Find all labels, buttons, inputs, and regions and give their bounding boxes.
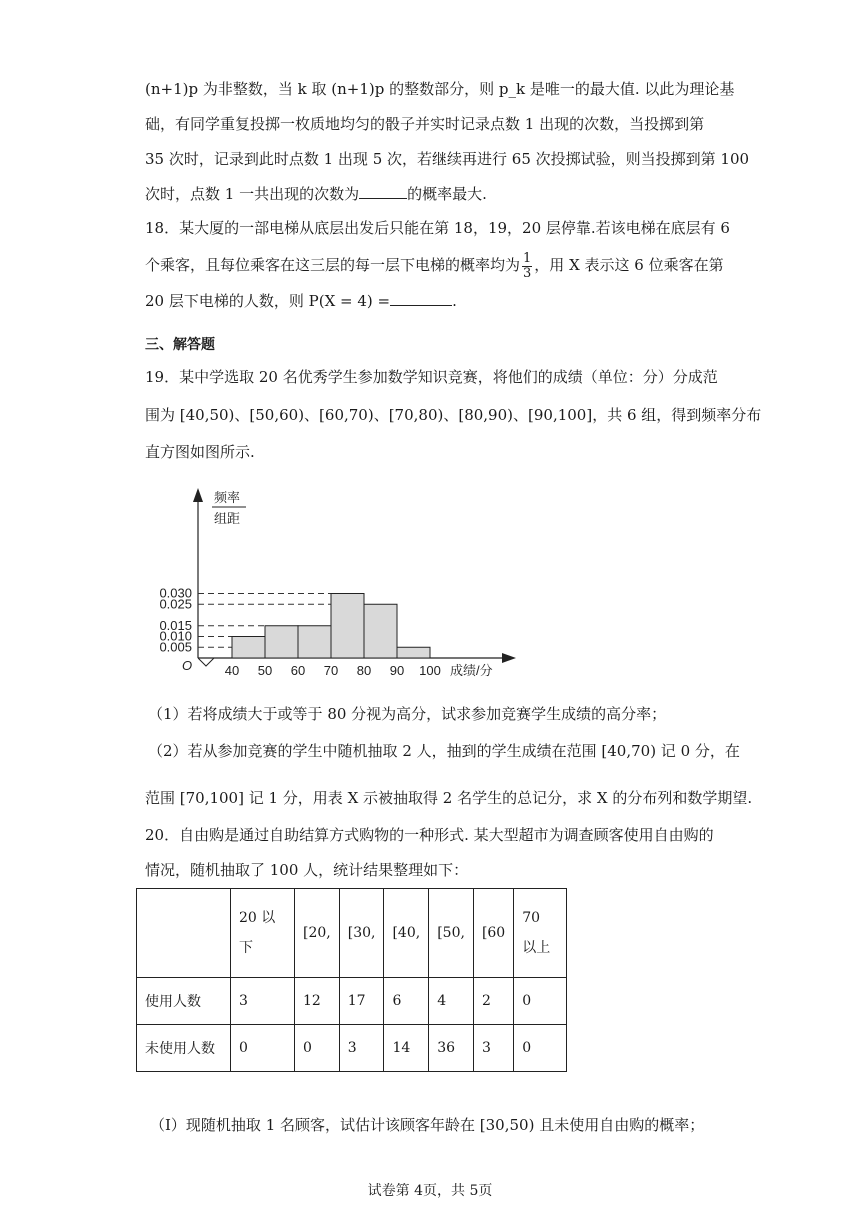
- x-axis-arrow: [502, 653, 516, 663]
- y-tick-label: 0.010: [159, 628, 192, 644]
- q18-line2-text-b: ，用 X 表示这 6 位乘客在第: [534, 256, 724, 274]
- table-header-row: [137, 889, 567, 978]
- q17-line4-text-b: 的概率最大.: [407, 185, 487, 203]
- table-cell: 14: [384, 1025, 429, 1072]
- y-tick-label: 0.025: [159, 596, 192, 612]
- x-tick-label: 100: [419, 663, 441, 678]
- histogram-bar: [331, 594, 364, 659]
- q17-line4-text-a: 次时，点数 1 一共出现的次数为: [145, 185, 360, 203]
- row-label: 未使用人数: [137, 1025, 231, 1072]
- x-tick-label: 90: [389, 663, 405, 678]
- table-row: [137, 1025, 567, 1072]
- table-cell: 2: [473, 978, 513, 1025]
- x-tick-label: 40: [224, 663, 240, 678]
- row-label: 使用人数: [137, 978, 231, 1025]
- x-tick-label: 80: [356, 663, 372, 678]
- header-cell: [20,: [295, 889, 340, 978]
- q17-line4: [145, 177, 725, 212]
- q18-line1: 18．某大厦的一部电梯从底层出发后只能在第 18，19，20 层停靠.若该电梯在底层有 6: [145, 219, 730, 237]
- y-tick-label: 0.005: [159, 639, 192, 655]
- q20-part1-wrap: [150, 1108, 730, 1143]
- q17-answer-blank: [359, 198, 407, 199]
- histogram-bar: [232, 637, 265, 659]
- q19-part2-line1: （2）若从参加竞赛的学生中随机抽取 2 人，抽到的学生成绩在范围 [40,70) 记 0 分，在: [148, 742, 740, 760]
- histogram-bar: [265, 626, 298, 658]
- y-axis-arrow: [193, 488, 203, 502]
- table-cell: 17: [339, 978, 384, 1025]
- q19-parts: [148, 697, 740, 770]
- section-heading-answers: 三、解答题: [145, 337, 215, 353]
- q18-line2: [145, 246, 725, 284]
- table-cell: 0: [514, 978, 567, 1025]
- axis-break-mark: [198, 658, 214, 666]
- histogram-bar: [364, 604, 397, 658]
- q19: [145, 360, 762, 470]
- q19-line2: 围为 [40,50)、[50,60)、[60,70)、[70,80)、[80,90)、[90,100]，共 6 组，得到频率分布: [145, 406, 762, 424]
- q19-part1: （1）若将成绩大于或等于 80 分视为高分，试求参加竞赛学生成绩的高分率；: [148, 705, 667, 723]
- table-cell: 12: [295, 978, 340, 1025]
- q18-line3-text-a: 20 层下电梯的人数，则 P(X = 4) =: [145, 292, 391, 310]
- table-cell: 0: [514, 1025, 567, 1072]
- one-third-fraction: [522, 252, 532, 281]
- q18-line3-text-b: .: [452, 292, 457, 310]
- table-cell: 3: [231, 978, 295, 1025]
- q19-line1: 19．某中学选取 20 名优秀学生参加数学知识竞赛，将他们的成绩（单位：分）分成范: [145, 368, 718, 386]
- x-axis-label: 成绩/分: [450, 663, 493, 678]
- q18-answer-blank: [390, 305, 452, 306]
- frequency-histogram: [150, 478, 530, 688]
- table-cell: 36: [429, 1025, 474, 1072]
- y-tick-label: 0.015: [159, 617, 192, 633]
- q19-part2-line2: 范围 [70,100] 记 1 分，用表 X 示被抽取得 2 名学生的总记分，求 X 的分布列和数学期望.: [145, 789, 753, 807]
- x-tick-label: 60: [290, 663, 306, 678]
- table-corner-cell: [137, 889, 231, 978]
- header-cell: [30,: [339, 889, 384, 978]
- origin-label: O: [182, 658, 193, 673]
- table-cell: 6: [384, 978, 429, 1025]
- table-cell: 0: [295, 1025, 340, 1072]
- q17-line2: 础，有同学重复投掷一枚质地均匀的骰子并实时记录点数 1 出现的次数，当投掷到第: [145, 115, 705, 133]
- histogram-bar: [397, 647, 430, 658]
- table-cell: 3: [339, 1025, 384, 1072]
- table-cell: 3: [473, 1025, 513, 1072]
- header-cell: [50,: [429, 889, 474, 978]
- q20: [145, 818, 725, 888]
- page-footer: 试卷第 4页，共 5页: [367, 1183, 493, 1199]
- y-axis-label-top: 频率: [214, 490, 241, 505]
- histogram-bar: [298, 626, 331, 658]
- y-axis-label-bottom: 组距: [214, 511, 241, 526]
- table-row: [137, 978, 567, 1025]
- q17-continued: [145, 72, 750, 212]
- fraction-denominator: 3: [523, 265, 532, 281]
- q18-line3: [145, 284, 725, 319]
- q20-line2: 情况，随机抽取了 100 人，统计结果整理如下：: [145, 861, 469, 879]
- q18: [145, 211, 730, 319]
- header-cell: 70 以上: [514, 889, 567, 978]
- header-cell: 20 以下: [231, 889, 295, 978]
- self-checkout-stats-table: [136, 888, 567, 1072]
- q17-line3: 35 次时，记录到此时点数 1 出现 5 次，若继续再进行 65 次投掷试验，则当投掷到第 100: [145, 150, 750, 168]
- q18-line2-text-a: 个乘客，且每位乘客在这三层的每一层下电梯的概率均为: [145, 256, 521, 274]
- q19-part2-cont: [145, 781, 753, 816]
- q19-line3: 直方图如图所示.: [145, 443, 255, 461]
- q20-part1: （Ⅰ）现随机抽取 1 名顾客，试估计该顾客年龄在 [30,50) 且未使用自由购的概率；: [150, 1116, 705, 1134]
- header-cell: [40,: [384, 889, 429, 978]
- header-cell: [60: [473, 889, 513, 978]
- table-cell: 4: [429, 978, 474, 1025]
- x-tick-label: 70: [323, 663, 339, 678]
- fraction-numerator: 1: [523, 250, 532, 266]
- q20-line1: 20．自由购是通过自助结算方式购物的一种形式. 某大型超市为调查顾客使用自由购的: [145, 826, 714, 844]
- table-cell: 0: [231, 1025, 295, 1072]
- q17-line1: (n+1)p 为非整数，当 k 取 (n+1)p 的整数部分，则 p_k 是唯一的最大值. 以此为理论基: [145, 80, 735, 98]
- y-tick-label: 0.030: [159, 585, 192, 601]
- x-tick-label: 50: [257, 663, 273, 678]
